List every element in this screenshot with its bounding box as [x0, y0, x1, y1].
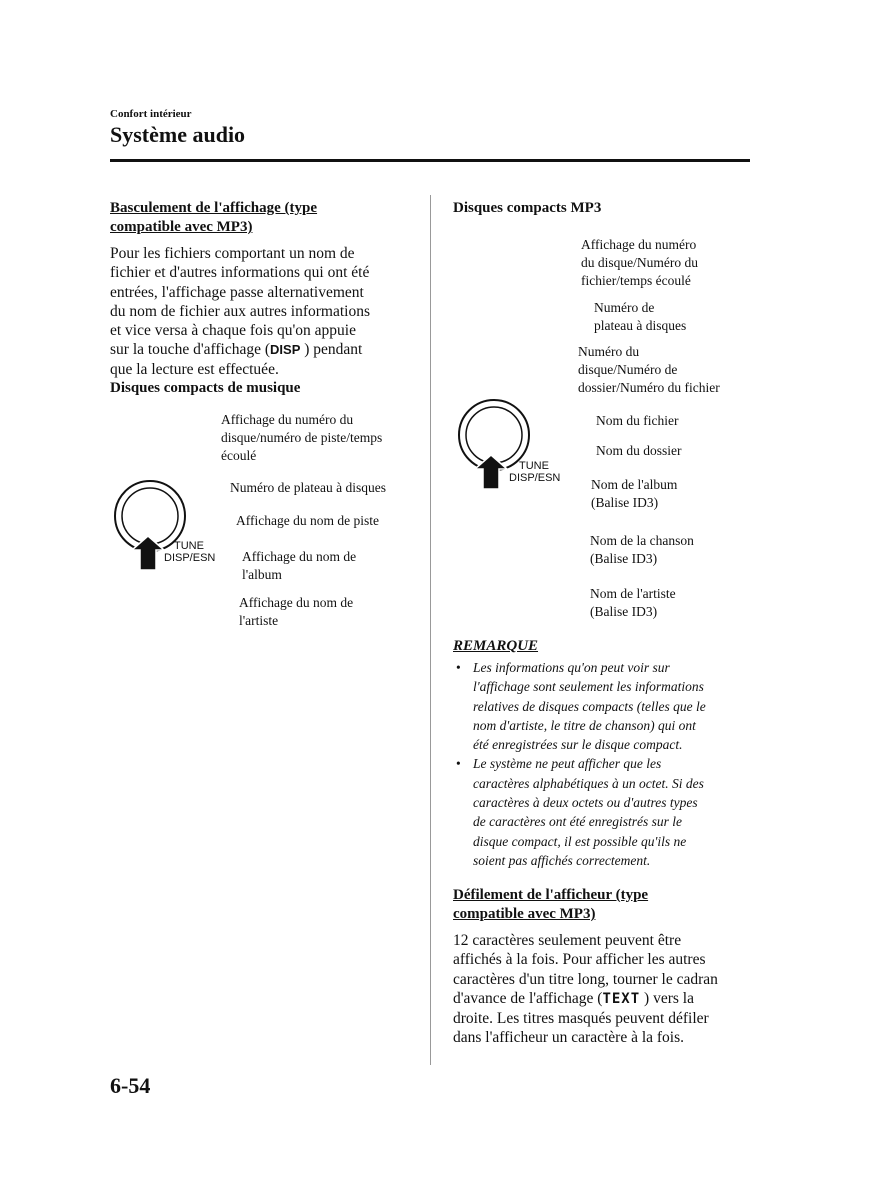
- callout-folder-name: Nom du dossier: [596, 443, 682, 458]
- text-key-label: TEXT: [602, 990, 641, 1007]
- knob-label-disp: DISP/ESN: [509, 472, 561, 484]
- tune-knob-illustration-left: [108, 478, 228, 573]
- callout-song-id3: Nom de la chanson (Balise ID3): [590, 533, 694, 566]
- section-label: Confort intérieur: [110, 108, 192, 120]
- tune-knob-illustration-right: [452, 397, 572, 492]
- heading-display-switch: Basculement de l'affichage (type compatible avec MP3): [110, 200, 318, 235]
- note-title: REMARQUE: [453, 638, 539, 654]
- callout-track-name: Affichage du nom de piste: [236, 513, 379, 528]
- callout-tray-number: Numéro de plateau à disques: [230, 480, 386, 495]
- paragraph-scroll: 12 caractères seulement peuvent être affichés à la fois. Pour afficher les autres caractères d'un titre long, tourner le cadran d'avance de l'affichage (TEXT ) vers la droite. Les titres masqués peuvent défiler dans l'afficheur un caractère à la fois.: [453, 932, 718, 1047]
- callout-track-number: Affichage du numéro du disque/numéro de piste/temps écoulé: [221, 412, 383, 463]
- header-rule: [110, 159, 750, 162]
- heading-mp3-cd: Disques compacts MP3: [453, 200, 602, 216]
- callout-artist-id3: Nom de l'artiste (Balise ID3): [590, 586, 676, 619]
- callout-album-id3: Nom de l'album (Balise ID3): [591, 477, 678, 510]
- callout-album-name: Affichage du nom de l'album: [242, 549, 357, 582]
- page-title: Système audio: [110, 122, 246, 147]
- knob-inner-ring: [466, 407, 522, 463]
- knob-inner-ring: [122, 488, 178, 544]
- column-divider: [430, 195, 431, 1065]
- callout-mp3-number: Affichage du numéro du disque/Numéro du fichier/temps écoulé: [581, 237, 698, 288]
- list-item: • Les informations qu'on peut voir sur l'affichage sont seulement les informations relatives de disques compacts (telles que le nom d'artiste, le titre de chanson) qui ont été enregistrées sur le disque compact.: [456, 660, 706, 753]
- knob-label-tune: TUNE: [174, 540, 204, 552]
- list-item: • Le système ne peut afficher que les caractères alphabétiques à un octet. Si des caractères à deux octets ou d'autres types de caractères ont été enregistrés sur le disque compact, il est possible qu'ils ne soient pas affichés correctement.: [456, 756, 704, 868]
- heading-scroll: Défilement de l'afficheur (type compatible avec MP3): [453, 887, 649, 922]
- callout-file-name: Nom du fichier: [596, 413, 679, 428]
- paragraph-display-switch: Pour les fichiers comportant un nom de fichier et d'autres informations qui ont été entrées, l'affichage passe alternativement du nom de fichier aux autres informations et vice versa à chaque fois qu'on appuie sur la touche d'affichage (DISP ) pendant que la lecture est effectuée.: [110, 245, 370, 378]
- note-list: [453, 658, 753, 870]
- knob-label-tune: TUNE: [519, 460, 549, 472]
- page-number: 6-54: [110, 1073, 151, 1098]
- disp-key-label: DISP: [270, 342, 301, 358]
- callout-mp3-tray: Numéro de plateau à disques: [594, 300, 687, 333]
- callout-artist-name: Affichage du nom de l'artiste: [239, 595, 354, 628]
- callout-mp3-folder-number: Numéro du disque/Numéro de dossier/Numéro du fichier: [578, 344, 720, 395]
- heading-music-cd: Disques compacts de musique: [110, 380, 301, 396]
- knob-label-disp: DISP/ESN: [164, 552, 216, 564]
